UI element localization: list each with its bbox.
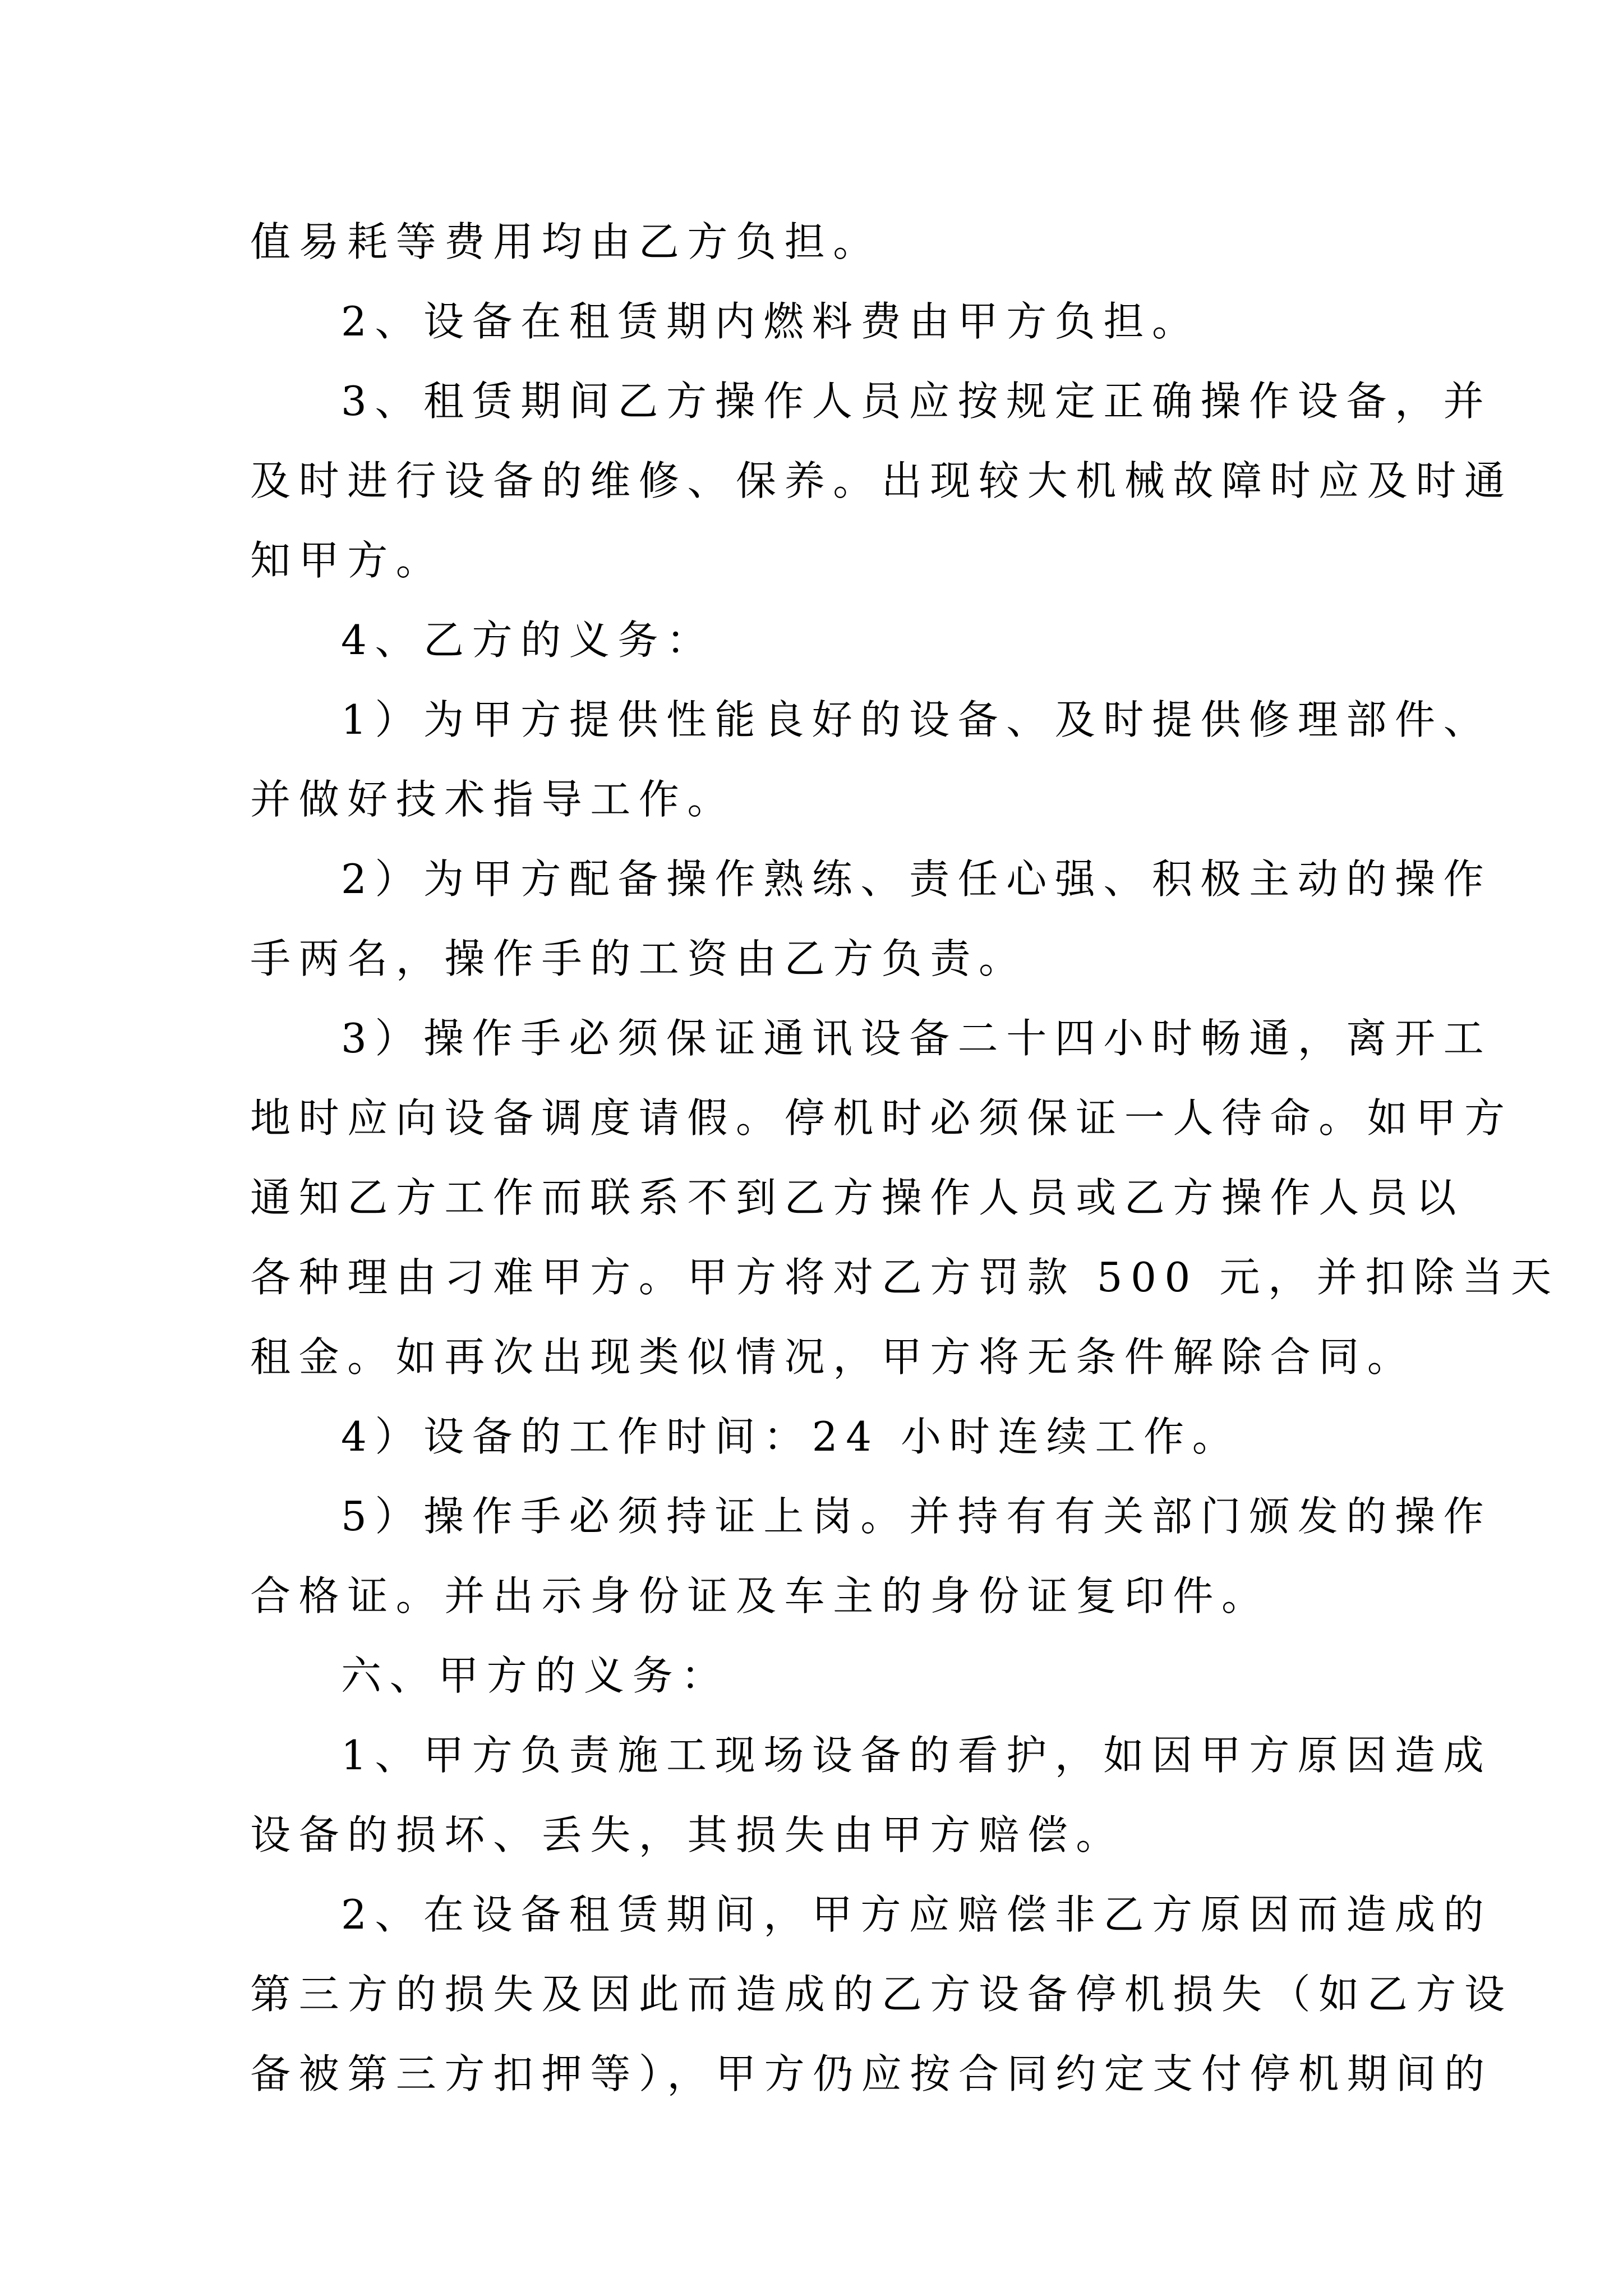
- text-line: 通知乙方工作而联系不到乙方操作人员或乙方操作人员以: [250, 1174, 1465, 1221]
- paragraph-line: 1）为甲方提供性能良好的设备、及时提供修理部件、: [341, 696, 1492, 743]
- text-line: 并做好技术指导工作。: [250, 776, 736, 823]
- paragraph-line: 2、设备在租赁期内燃料费由甲方负担。: [341, 298, 1201, 345]
- text-line: 合格证。并出示身份证及车主的身份证复印件。: [250, 1572, 1270, 1619]
- text-line: 值易耗等费用均由乙方负担。: [250, 218, 882, 265]
- text-line: 备被第三方扣押等），甲方仍应按合同约定支付停机期间的: [250, 2050, 1493, 2097]
- text-line: 租金。如再次出现类似情况，甲方将无条件解除合同。: [250, 1333, 1416, 1381]
- paragraph-line: 3、租赁期间乙方操作人员应按规定正确操作设备，并: [341, 378, 1492, 425]
- paragraph-line: 4）设备的工作时间：24 小时连续工作。: [341, 1413, 1241, 1460]
- text-line: 知甲方。: [250, 537, 445, 584]
- paragraph-line: 3）操作手必须保证通讯设备二十四小时畅通，离开工: [341, 1015, 1492, 1062]
- text-line: 地时应向设备调度请假。停机时必须保证一人待命。如甲方: [250, 1094, 1513, 1142]
- section-heading: 六、甲方的义务：: [341, 1652, 730, 1699]
- document-body: [250, 202, 1560, 2114]
- text-line: 设备的损坏、丢失，其损失由甲方赔偿。: [250, 1811, 1124, 1858]
- paragraph-line: 2、在设备租赁期间，甲方应赔偿非乙方原因而造成的: [341, 1891, 1492, 1938]
- text-line: 各种理由刁难甲方。甲方将对乙方罚款 500 元，并扣除当天: [250, 1254, 1560, 1301]
- text-line: 手两名，操作手的工资由乙方负责。: [250, 935, 1027, 982]
- paragraph-line: 5）操作手必须持证上岗。并持有有关部门颁发的操作: [341, 1493, 1492, 1540]
- section-heading: 4、乙方的义务：: [341, 616, 715, 664]
- paragraph-line: 2）为甲方配备操作熟练、责任心强、积极主动的操作: [341, 855, 1492, 903]
- text-line: 第三方的损失及因此而造成的乙方设备停机损失（如乙方设: [250, 1971, 1513, 2018]
- paragraph-line: 1、甲方负责施工现场设备的看护，如因甲方原因造成: [341, 1732, 1492, 1779]
- text-line: 及时进行设备的维修、保养。出现较大机械故障时应及时通: [250, 457, 1513, 504]
